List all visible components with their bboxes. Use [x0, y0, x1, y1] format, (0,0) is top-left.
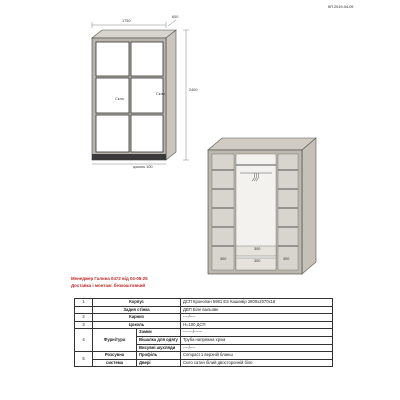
row-num: 1 — [75, 299, 93, 307]
table-row — [75, 321, 333, 329]
row-section: Фурнітура — [93, 329, 137, 352]
table-row — [75, 329, 333, 337]
row-value: ДВП Біле вальове — [181, 306, 333, 314]
document-code: КП 2019-04-09 — [328, 5, 354, 9]
row-value: Compact 1 верхній бланш — [181, 352, 333, 360]
row-num: 2 — [75, 314, 93, 322]
spec-table — [74, 298, 333, 367]
row-num: 3 — [75, 321, 93, 329]
depth-label: 600 — [172, 15, 179, 19]
table-row — [75, 352, 333, 360]
row-value: ДСП Кронопан 5981 ES Кашемір 2800х2070х18 — [181, 299, 333, 307]
delivery-note: Доставка і монтаж: безкоштовний — [71, 283, 146, 288]
drawer-label-2: 300 — [220, 257, 227, 261]
row-num — [75, 306, 93, 314]
drawer-label-1: 300 — [254, 247, 261, 251]
row-num: 4 — [75, 329, 93, 352]
row-value: ----/---- — [181, 344, 333, 352]
row-value: -------/------ — [181, 329, 333, 337]
table-row — [75, 306, 333, 314]
row-param: Профіль — [137, 352, 181, 360]
row-param: Замки — [137, 329, 181, 337]
row-param: Двері — [137, 359, 181, 367]
height-label: 2400 — [189, 88, 198, 92]
table-row — [75, 299, 333, 307]
plinth-label: цоколь 100 — [133, 165, 153, 169]
row-section: Корпус — [93, 299, 181, 307]
row-section: система — [93, 359, 137, 367]
row-section: Цоколь — [93, 321, 181, 329]
row-num: 5 — [75, 352, 93, 367]
row-value: ----/---- — [181, 314, 333, 322]
manager-note: Менеджер Галина 0472 від 04-05-25 — [71, 276, 148, 281]
table-row — [75, 314, 333, 322]
row-value: Скло сатин білий двосторонній біле — [181, 359, 333, 367]
drawer-label-4: 300 — [254, 259, 261, 263]
row-section: Розсувна — [93, 352, 137, 360]
row-value: Н=100 ДСП — [181, 321, 333, 329]
door-label-right: Скло — [156, 92, 165, 96]
width-label: 1750 — [122, 19, 131, 23]
drawer-label-3: 300 — [283, 257, 290, 261]
row-section: Задня стінка — [93, 306, 181, 314]
row-value: Труба напряжна хром — [181, 336, 333, 344]
row-section: Карниз — [93, 314, 181, 322]
table-row — [75, 359, 333, 367]
row-param: Висувні шухляди — [137, 344, 181, 352]
door-label-left: Скло — [115, 97, 124, 101]
row-param: Вішалка для одягу — [137, 336, 181, 344]
